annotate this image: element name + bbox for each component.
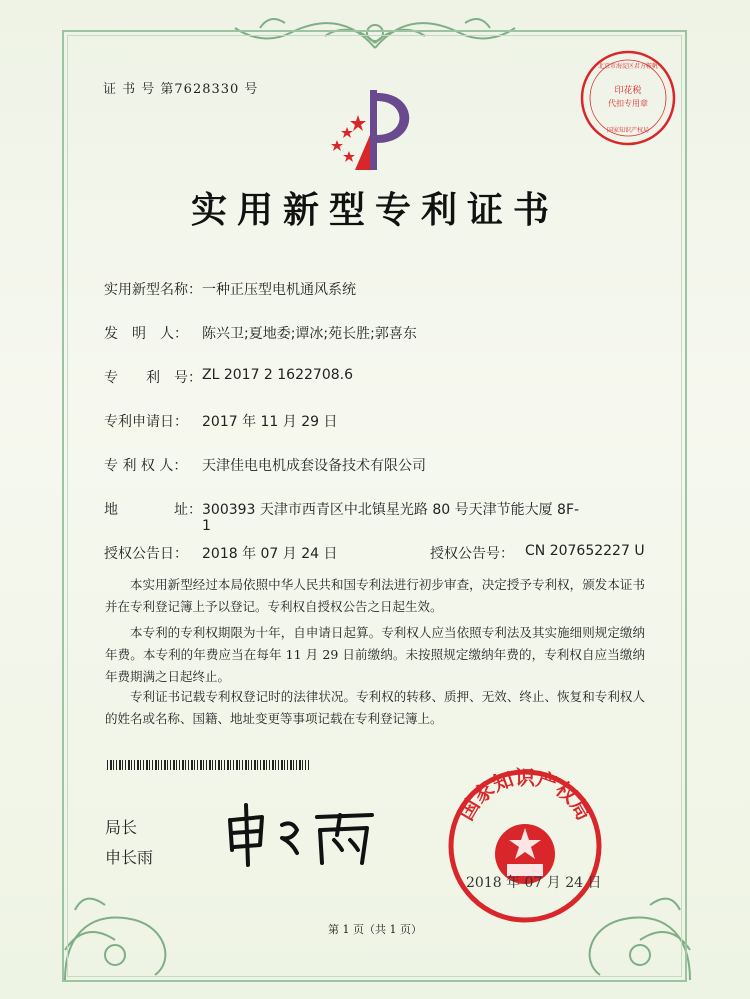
inventor-value: 陈兴卫;夏地委;谭冰;苑长胜;郭喜东 [202, 326, 417, 342]
signatory-name: 申长雨 [105, 848, 154, 867]
patent-holder-value: 天津佳电电机成套设备技术有限公司 [202, 458, 426, 474]
address-label: 地 址： [104, 502, 202, 518]
official-seal [445, 766, 605, 926]
application-date-value: 2017 年 11 月 29 日 [202, 414, 338, 430]
address-value-line2: 1 [202, 518, 211, 534]
page-footer: 第 1 页（共 1 页） [328, 923, 422, 936]
inventor-label: 发 明 人： [104, 326, 188, 342]
svg-text:国家知识产权局: 国家知识产权局 [453, 766, 597, 825]
patent-office-logo-icon [325, 85, 425, 175]
handwritten-signature [222, 795, 382, 870]
paragraph-3: 专利证书记载专利权登记时的法律状况。专利权的转移、质押、无效、终止、恢复和专利权人的姓名或名称、国籍、地址变更等事项记载在专利登记簿上。 [105, 689, 645, 726]
certificate-number: 证 书 号 第7628330 号 [103, 82, 259, 97]
certificate-title: 实用新型专利证书 [190, 190, 559, 231]
address-value-line1: 300393 天津市西青区中北镇星光路 80 号天津节能大厦 8F- [202, 502, 580, 518]
paragraph-1: 本实用新型经过本局依照中华人民共和国专利法进行初步审查，决定授予专利权，颁发本证书并在专利登记簿上予以登记。专利权自授权公告之日起生效。 [105, 577, 645, 614]
grant-date-value: 2018 年 07 月 24 日 [202, 546, 338, 562]
svg-text:印花税: 印花税 [614, 86, 642, 96]
tax-stamp [578, 48, 678, 148]
patent-number-value: ZL 2017 2 1622708.6 [202, 367, 353, 383]
paragraph-2: 本专利的专利权期限为十年，自申请日起算。专利权人应当依照专利法及其实施细则规定缴纳年费。本专利的年费应当在每年 11 月 29 日前缴纳。未按照规定缴纳年费的，专利权自应当缴纳年费期满之日起终止。 [105, 625, 645, 684]
grant-number-value: CN 207652227 U [525, 543, 645, 559]
svg-text:代扣专用章: 代扣专用章 [608, 99, 648, 108]
patent-holder-label: 专 利 权 人： [104, 458, 188, 474]
utility-model-name-label: 实用新型名称： [104, 282, 202, 298]
utility-model-name-value: 一种正压型电机通风系统 [202, 282, 356, 298]
svg-text:国家知识产权局: 国家知识产权局 [606, 127, 650, 134]
grant-number-label: 授权公告号： [430, 546, 514, 562]
seal-date: 2018 年 07 月 24 日 [466, 875, 602, 891]
barcode [107, 760, 309, 770]
patent-number-label: 专 利 号： [104, 370, 202, 386]
grant-date-label: 授权公告日： [104, 546, 188, 562]
signatory-title: 局长 [105, 818, 138, 837]
svg-text:北京市海淀区君方鞍帆: 北京市海淀区君方鞍帆 [597, 63, 659, 70]
application-date-label: 专利申请日： [104, 414, 188, 430]
